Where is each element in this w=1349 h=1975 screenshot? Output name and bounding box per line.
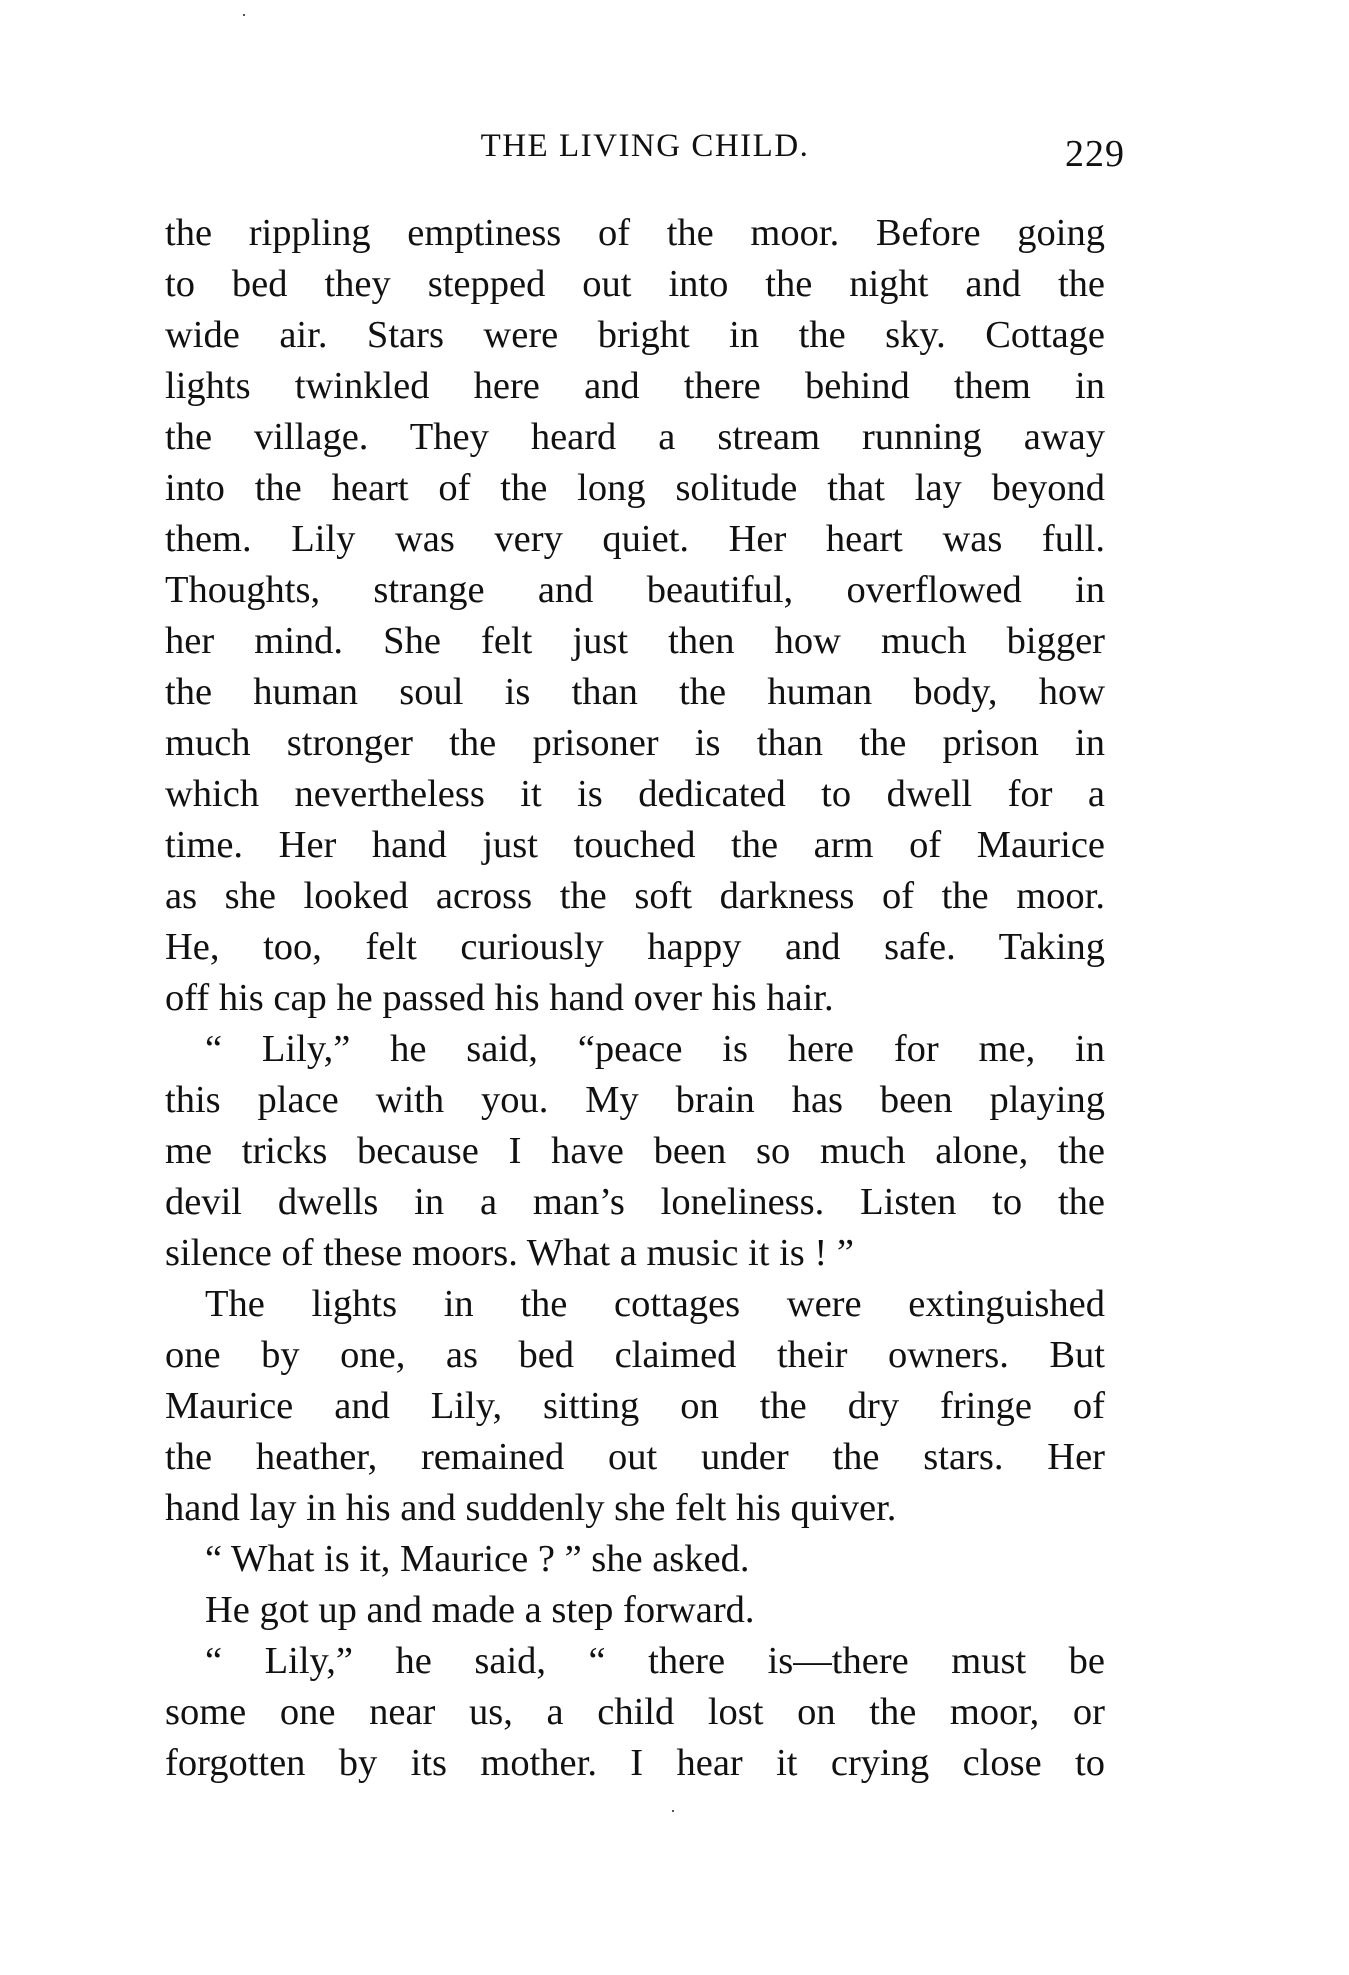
text-line: Thoughts, strange and beautiful, overflowed in <box>165 569 1105 611</box>
text-line: them. Lily was very quiet. Her heart was full. <box>165 518 1105 560</box>
text-line: into the heart of the long solitude that lay beyond <box>165 467 1105 509</box>
text-line: as she looked across the soft darkness of the moor. <box>165 875 1105 917</box>
text-line: devil dwells in a man’s loneliness. Listen to the <box>165 1181 1105 1223</box>
text-line: silence of these moors. What a music it is ! ” <box>165 1232 854 1274</box>
text-line: her mind. She felt just then how much bigger <box>165 620 1105 662</box>
text-line: wide air. Stars were bright in the sky. Cottage <box>165 314 1105 356</box>
text-line: me tricks because I have been so much alone, the <box>165 1130 1105 1172</box>
text-line: He got up and made a step forward. <box>205 1589 755 1631</box>
text-line: this place with you. My brain has been playing <box>165 1079 1105 1121</box>
page-number: 229 <box>1065 133 1125 175</box>
running-title: THE LIVING CHILD. <box>480 128 810 164</box>
text-line: to bed they stepped out into the night and the <box>165 263 1105 305</box>
text-line: “ Lily,” he said, “peace is here for me, in <box>205 1028 1105 1070</box>
text-line: off his cap he passed his hand over his hair. <box>165 977 834 1019</box>
text-line: lights twinkled here and there behind them in <box>165 365 1105 407</box>
text-line: which nevertheless it is dedicated to dwell for a <box>165 773 1105 815</box>
text-line: He, too, felt curiously happy and safe. Taking <box>165 926 1105 968</box>
text-line: the heather, remained out under the stars. Her <box>165 1436 1105 1478</box>
text-line: “ Lily,” he said, “ there is—there must be <box>205 1640 1105 1682</box>
text-line: time. Her hand just touched the arm of Maurice <box>165 824 1105 866</box>
text-line: the human soul is than the human body, how <box>165 671 1105 713</box>
page-header <box>165 128 1125 178</box>
text-line: hand lay in his and suddenly she felt his quiver. <box>165 1487 897 1529</box>
text-line: the village. They heard a stream running away <box>165 416 1105 458</box>
text-line: Maurice and Lily, sitting on the dry fringe of <box>165 1385 1105 1427</box>
text-line: “ What is it, Maurice ? ” she asked. <box>205 1538 750 1580</box>
text-line: forgotten by its mother. I hear it crying close to <box>165 1742 1105 1784</box>
text-line: some one near us, a child lost on the moor, or <box>165 1691 1105 1733</box>
text-line: The lights in the cottages were extinguished <box>205 1283 1105 1325</box>
text-line: one by one, as bed claimed their owners. But <box>165 1334 1105 1376</box>
print-speck <box>243 14 245 16</box>
text-line: the rippling emptiness of the moor. Before going <box>165 212 1105 254</box>
body-text <box>165 208 1105 1789</box>
text-line: much stronger the prisoner is than the prison in <box>165 722 1105 764</box>
print-speck <box>672 1810 674 1812</box>
